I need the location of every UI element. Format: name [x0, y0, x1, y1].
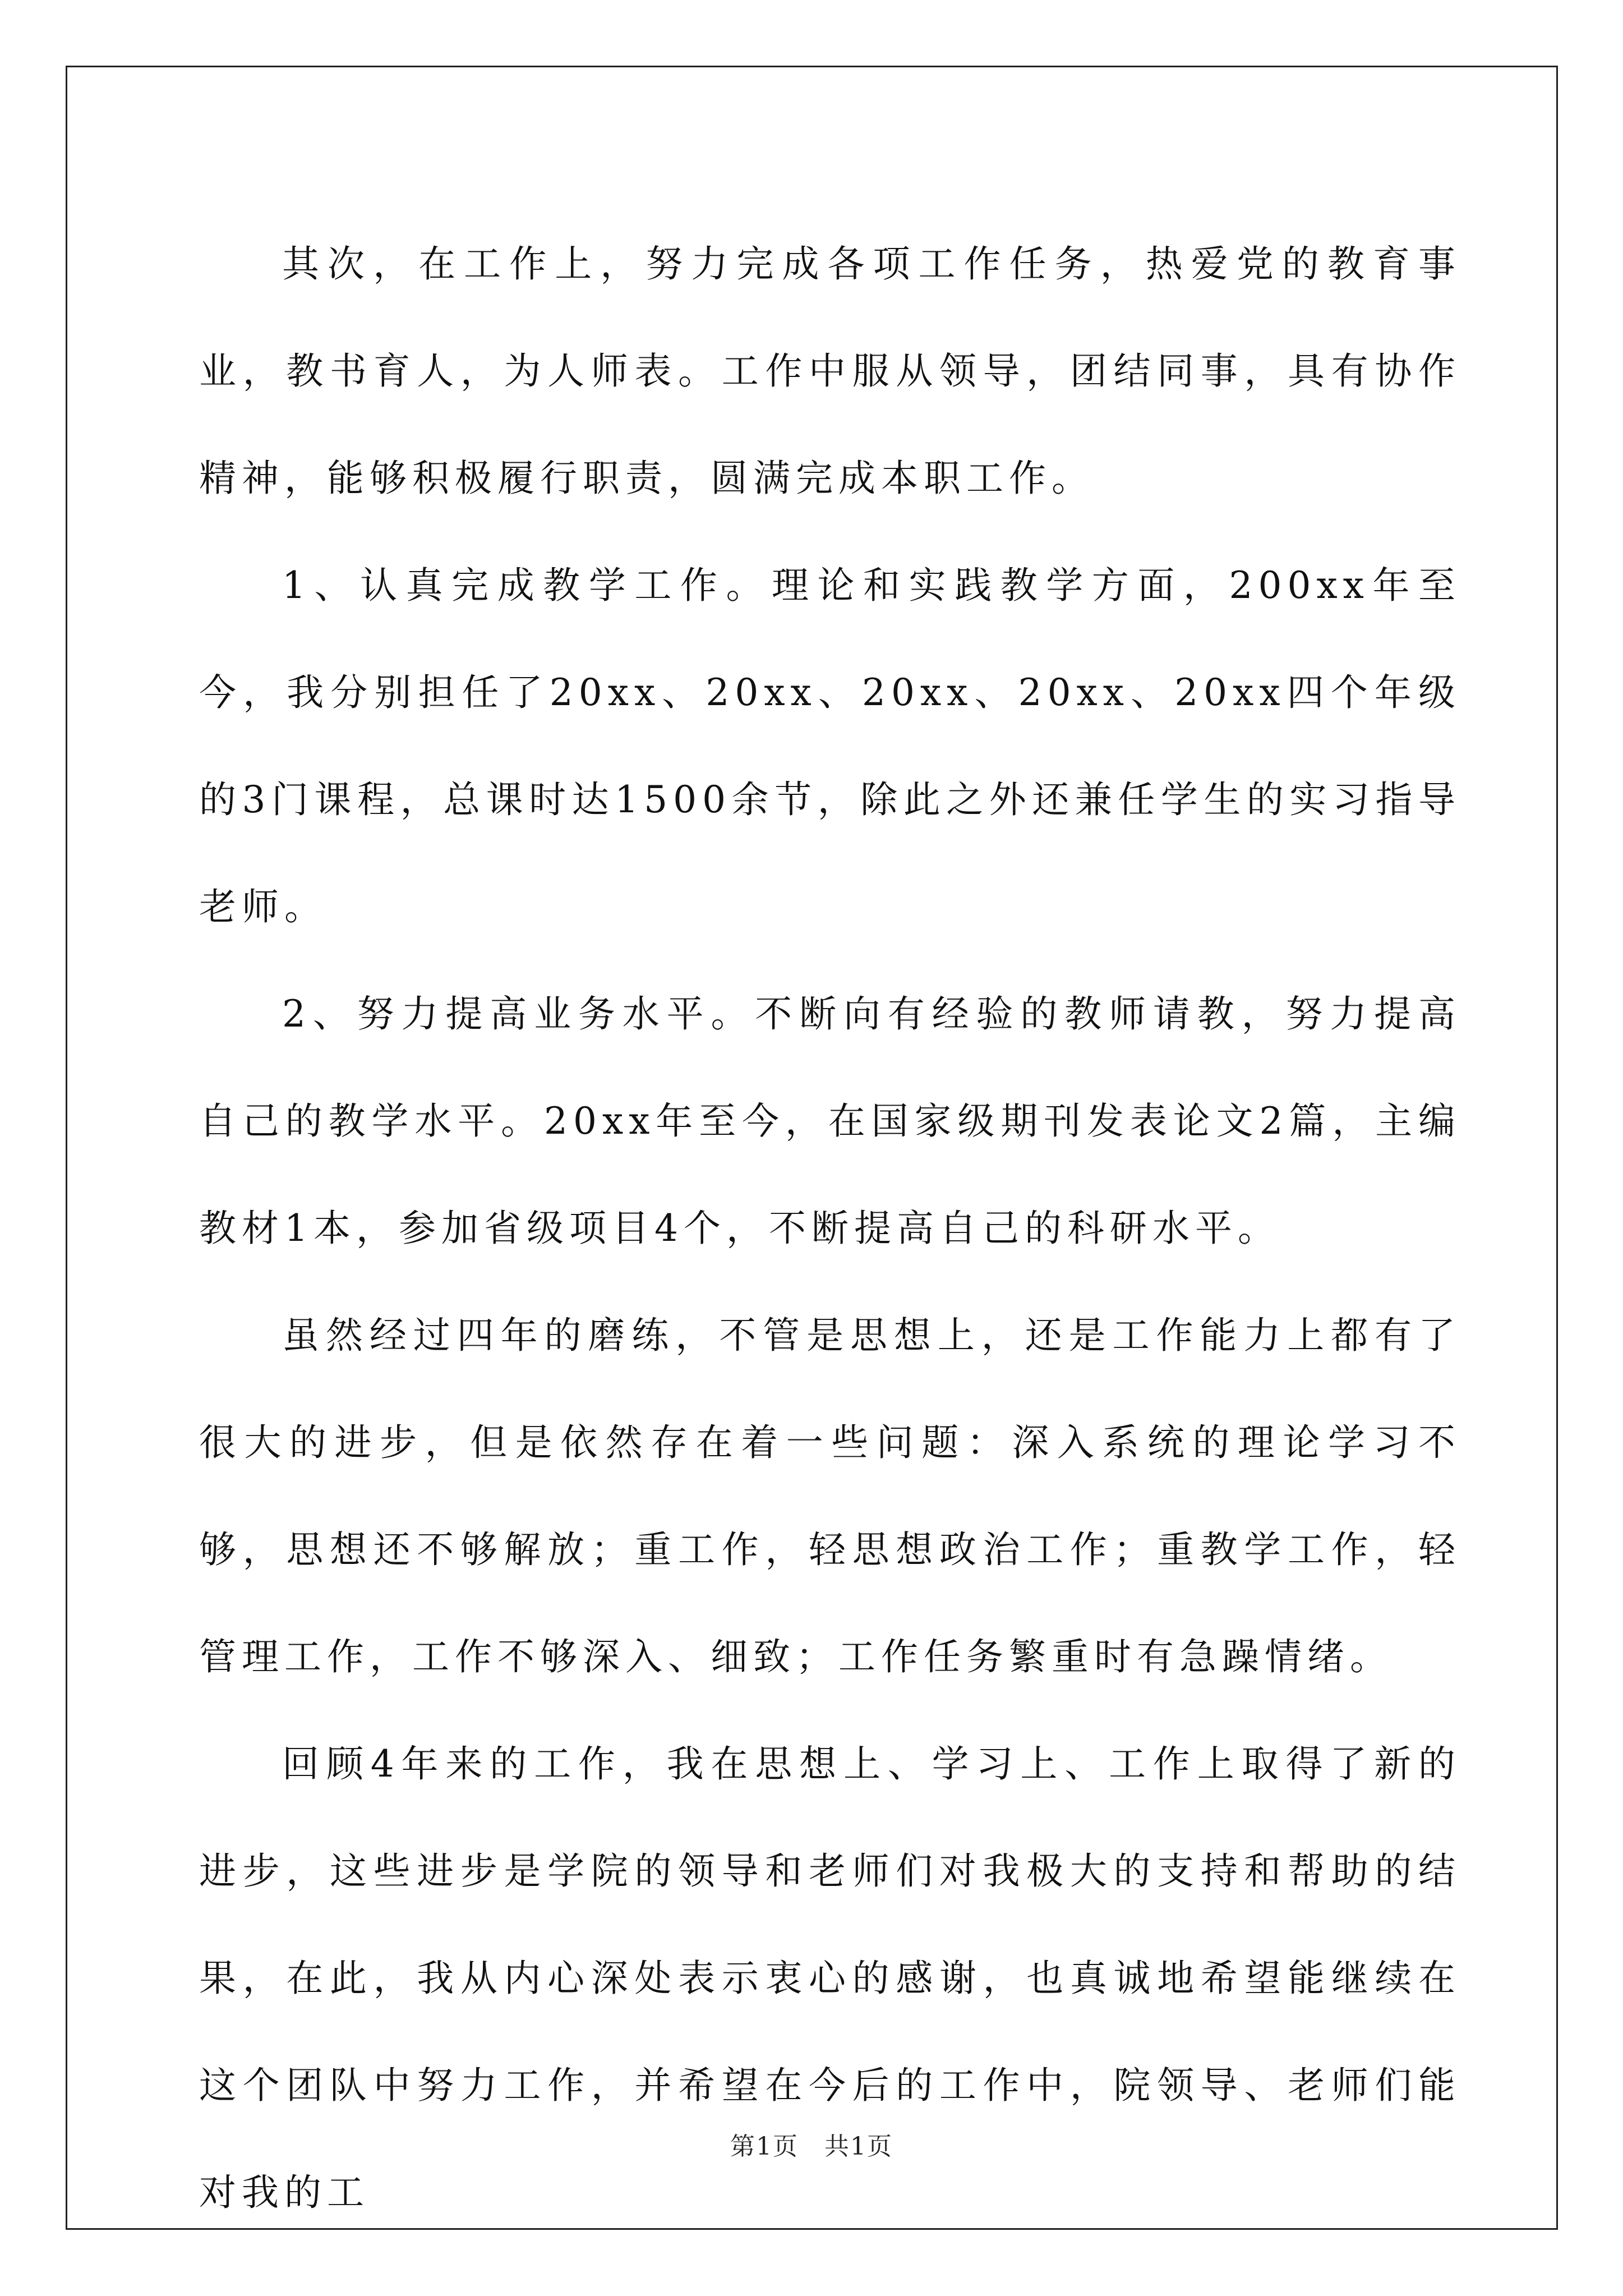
page-number: 第1页 共1页	[730, 2132, 893, 2161]
paragraph-3: 2、努力提高业务水平。不断向有经验的教师请教，努力提高自己的教学水平。20xx年至今，在国家级期刊发表论文2篇，主编教材1本，参加省级项目4个，不断提高自己的科研水平。	[199, 992, 1461, 1250]
paragraph-5: 回顾4年来的工作，我在思想上、学习上、工作上取得了新的进步，这些进步是学院的领导和老师们对我极大的支持和帮助的结果，在此，我从内心深处表示衷心的感谢，也真诚地希望能继续在这个团队中努力工作，并希望在今后的工作中，院领导、老师们能对我的工	[199, 1742, 1461, 2214]
paragraph-2: 1、认真完成教学工作。理论和实践教学方面，200xx年至今，我分别担任了20xx、20xx、20xx、20xx、20xx四个年级的3门课程，总课时达1500余节，除此之外还兼任学生的实习指导老师。	[199, 564, 1461, 928]
paragraph-1: 其次，在工作上，努力完成各项工作任务，热爱党的教育事业，教书育人，为人师表。工作中服从领导，团结同事，具有协作精神，能够积极履行职责，圆满完成本职工作。	[199, 242, 1461, 500]
document-body	[199, 210, 1461, 2246]
paragraph-4: 虽然经过四年的磨练，不管是思想上，还是工作能力上都有了很大的进步，但是依然存在着一些问题：深入系统的理论学习不够，思想还不够解放；重工作，轻思想政治工作；重教学工作，轻管理工作，工作不够深入、细致；工作任务繁重时有急躁情绪。	[199, 1314, 1461, 1678]
